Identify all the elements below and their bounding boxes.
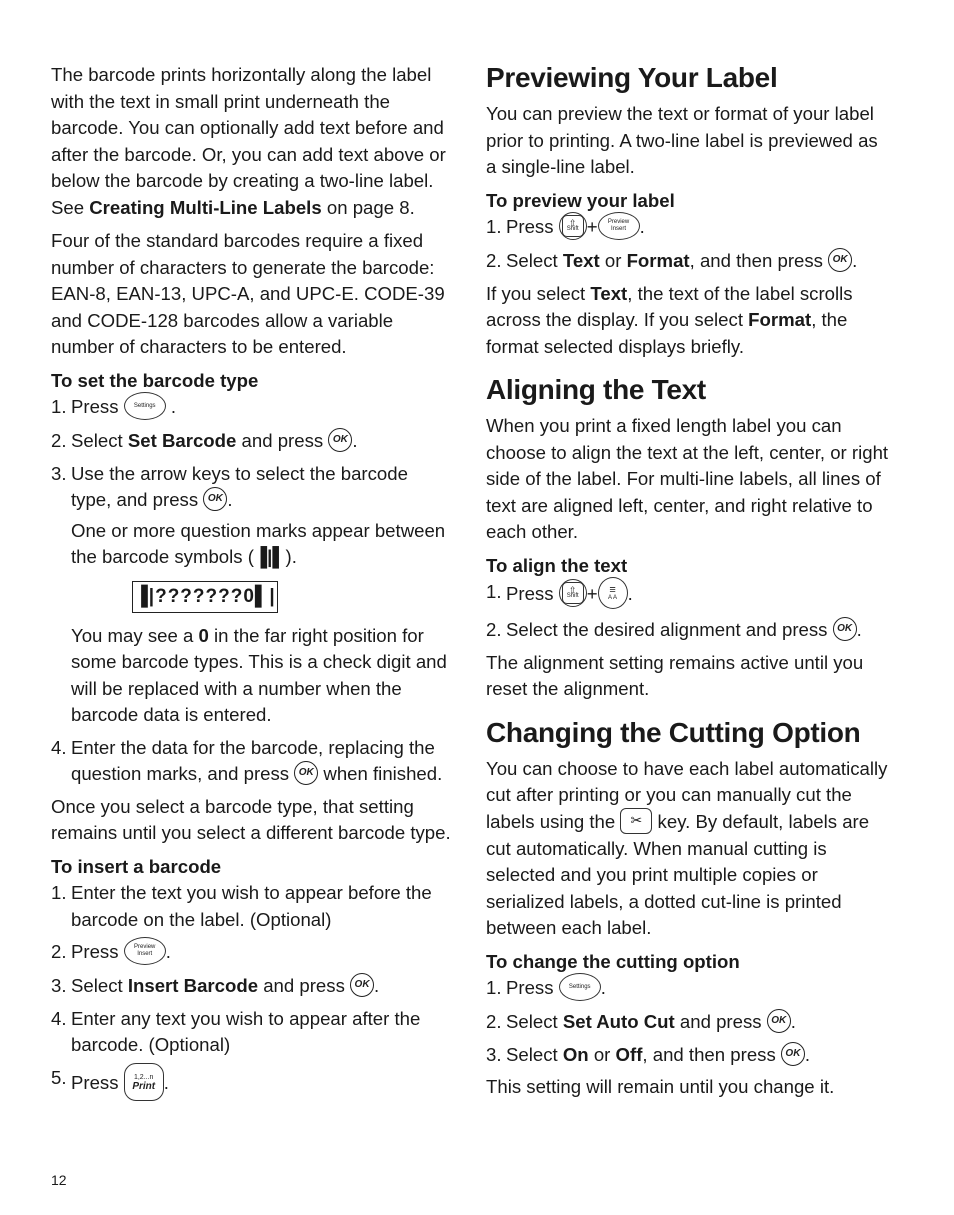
key-label: A A <box>608 595 618 602</box>
ok-key-icon <box>767 1009 791 1033</box>
cut-final-paragraph: This setting will remain until you change it. <box>486 1076 835 1098</box>
set-type-step-2 <box>51 428 451 455</box>
shift-key-icon <box>559 579 587 607</box>
step-text: and press <box>258 975 351 997</box>
key-label: Print <box>132 1080 156 1092</box>
menu-option: Format <box>626 250 690 272</box>
ok-key-icon <box>781 1042 805 1066</box>
step-number: 4. <box>51 1007 67 1029</box>
step-number: 2. <box>486 619 502 641</box>
alignment-key-icon <box>598 577 628 609</box>
punct: . <box>170 396 177 417</box>
punct: ). <box>285 546 297 568</box>
step-text: Press <box>71 941 124 963</box>
cut-heading: To change the cutting option <box>486 950 740 972</box>
after-select-paragraph: Once you select a barcode type, that setting remains until you select a different barcode type. <box>51 795 451 844</box>
preview-heading: To preview your label <box>486 189 675 211</box>
key-label: Insert <box>137 951 153 958</box>
shift-key-icon <box>559 212 587 240</box>
step-text: Enter any text you wish to appear after the barcode. (Optional) <box>71 1007 421 1056</box>
insert-step-2 <box>51 939 451 967</box>
step-number: 2. <box>51 941 67 963</box>
step-text: Press <box>71 396 124 417</box>
insert-step-3 <box>51 973 451 1000</box>
alignment-key-face <box>603 583 623 603</box>
key-label: Insert <box>611 226 627 233</box>
key-label: 1,2...n <box>133 1073 154 1081</box>
menu-option: Insert Barcode <box>127 975 259 997</box>
step-text: Select <box>71 430 128 452</box>
step-note <box>71 518 451 571</box>
step-text: Select the desired alignment and press <box>506 619 833 641</box>
cut-step-3 <box>486 1042 890 1069</box>
menu-option: Text <box>562 250 600 272</box>
step-text: Press <box>506 216 559 237</box>
step-text: or <box>588 1043 616 1065</box>
left-column <box>51 62 451 1109</box>
step-text: Press <box>71 1071 124 1093</box>
step-number: 4. <box>51 736 67 758</box>
step-text: Press <box>506 583 559 604</box>
step-text: Select <box>506 1011 563 1033</box>
step-text: Enter the data for the barcode, replacing the question marks, and press <box>71 736 435 785</box>
punct: . <box>374 975 380 997</box>
preview-insert-key-icon <box>124 937 166 965</box>
step-text: Enter the text you wish to appear before the barcode on the label. (Optional) <box>71 882 432 930</box>
preview-step-2 <box>486 248 890 275</box>
step-number: 1. <box>486 581 502 603</box>
text: , the text of the label scrolls across the display. If you select <box>486 282 853 331</box>
page-number: 12 <box>51 1172 67 1188</box>
step-number: 3. <box>51 462 67 484</box>
key-label: OK <box>332 433 348 445</box>
plus-sign: + <box>586 583 598 604</box>
settings-key-icon <box>559 973 601 1001</box>
key-label: OK <box>832 253 848 265</box>
menu-option: Off <box>615 1043 643 1065</box>
key-label: OK <box>354 979 370 991</box>
punct: . <box>352 430 358 452</box>
preview-paragraph-2 <box>486 281 890 361</box>
align-paragraph: When you print a fixed length label you can choose to align the text at the left, center, or right side of the label. For multi-line labels, all lines of text are aligned left, center, and right relative to each other. <box>486 415 889 543</box>
set-barcode-type-heading: To set the barcode type <box>51 369 259 391</box>
step-text: , and then press <box>689 250 829 272</box>
key-label: Preview <box>134 944 156 951</box>
key-label: Settings <box>133 402 156 409</box>
punct: . <box>600 977 606 999</box>
ok-key-icon <box>328 428 352 452</box>
shift-key-face: ⇧ Shift <box>562 582 584 604</box>
plus-sign: + <box>586 216 598 237</box>
step-number: 3. <box>51 975 67 997</box>
punct: . <box>804 1043 811 1065</box>
ok-key-icon <box>828 248 852 272</box>
punct: . <box>790 1011 796 1033</box>
step-text: Select <box>71 975 128 997</box>
step-text: and press <box>236 430 329 452</box>
intro-text-end: on page 8. <box>321 196 415 218</box>
check-digit: 0 <box>198 624 209 646</box>
cross-reference: Creating Multi-Line Labels <box>89 196 322 218</box>
cutting-section-title: Changing the Cutting Option <box>486 716 861 748</box>
align-heading: To align the text <box>486 554 628 576</box>
insert-step-1 <box>51 880 451 933</box>
text: You can choose to have each label automatically cut after printing or you can manually cut the labels using the <box>486 757 888 832</box>
intro-text: The barcode prints horizontally along the label with the text in small print underneath the barcode. You can optionally add text before and after the barcode. Or, you can add text above or below the barcode by creating a two-line label. See <box>51 64 446 218</box>
key-label: OK <box>298 766 314 778</box>
step-text: Select <box>506 250 563 272</box>
menu-option: Set Auto Cut <box>562 1011 675 1033</box>
menu-option: On <box>562 1043 589 1065</box>
punct: . <box>856 619 862 641</box>
set-type-step-3-note <box>51 623 451 729</box>
note-text: One or more question marks appear between the barcode symbols ( <box>71 519 446 568</box>
set-type-step-1 <box>51 394 451 422</box>
settings-key-icon <box>124 392 166 420</box>
note-text: You may see a <box>71 624 199 646</box>
insert-step-4 <box>51 1006 451 1059</box>
preview-insert-key-icon <box>598 212 640 240</box>
intro-paragraph-1 <box>51 62 451 221</box>
print-key-icon <box>124 1063 164 1101</box>
menu-option: Set Barcode <box>127 430 237 452</box>
intro-paragraph-2: Four of the standard barcodes require a fixed number of characters to generate the barcode: EAN-8, EAN-13, UPC-A, and UPC-E. CODE-39 and CODE-128 barcodes allow a variable number of characters to be entered. <box>51 230 445 357</box>
ok-key-icon <box>203 487 227 511</box>
align-step-1 <box>486 579 890 611</box>
step-number: 2. <box>486 1011 502 1033</box>
key-label: OK <box>207 492 223 504</box>
key-label: OK <box>771 1015 787 1027</box>
insert-barcode-heading: To insert a barcode <box>51 855 222 877</box>
step-text: when finished. <box>318 763 443 785</box>
step-number: 1. <box>486 216 502 237</box>
insert-step-5 <box>51 1065 451 1103</box>
step-text: Press <box>506 977 559 999</box>
barcode-display-preview: ▐|???????0▌| <box>132 581 278 613</box>
barcode-symbol-icon: ▐|▌ <box>253 546 286 568</box>
punct: . <box>627 583 633 604</box>
cut-paragraph <box>486 756 890 942</box>
step-number: 1. <box>486 977 502 999</box>
punct: . <box>165 941 171 963</box>
step-number: 3. <box>486 1043 502 1065</box>
key-label: Shift <box>566 593 579 600</box>
punct: . <box>227 489 233 511</box>
menu-option: Text <box>590 282 628 304</box>
step-number: 2. <box>486 250 502 272</box>
key-label: Shift <box>566 226 579 233</box>
ok-key-icon <box>350 973 374 997</box>
punct: . <box>639 216 645 237</box>
preview-paragraph: You can preview the text or format of your label prior to printing. A two-line label is previewed as a single-line label. <box>486 103 878 177</box>
step-number: 5. <box>51 1066 67 1088</box>
key-label: Preview <box>607 219 630 226</box>
menu-option: Format <box>748 309 812 331</box>
previewing-section-title: Previewing Your Label <box>486 62 778 93</box>
right-column <box>486 62 890 1108</box>
step-text: Select <box>506 1043 563 1065</box>
step-text: and press <box>674 1011 767 1033</box>
punct: . <box>163 1071 169 1093</box>
cut-step-2 <box>486 1009 890 1036</box>
align-glyph: ≡ <box>609 584 616 597</box>
key-label: OK <box>785 1047 801 1059</box>
note-text: in the far right position for some barcode types. This is a check digit and will be replaced with a number when the barcode data is entered. <box>71 624 447 726</box>
step-number: 2. <box>51 430 67 452</box>
align-paragraph-2: The alignment setting remains active until you reset the alignment. <box>486 651 864 700</box>
step-number: 1. <box>51 882 67 904</box>
punct: . <box>852 250 858 272</box>
cut-step-1 <box>486 975 890 1003</box>
key-label: Settings <box>568 983 591 990</box>
shift-key-face: ⇧ Shift <box>562 215 584 237</box>
step-text: Use the arrow keys to select the barcode type, and press <box>71 462 408 511</box>
ok-key-icon <box>294 761 318 785</box>
step-number: 1. <box>51 396 67 417</box>
preview-step-1 <box>486 214 890 242</box>
set-type-step-3 <box>51 461 451 571</box>
text: , the format selected displays briefly. <box>486 309 848 357</box>
step-text: or <box>599 250 627 272</box>
scissors-glyph: ✂ <box>630 812 643 829</box>
ok-key-icon <box>833 617 857 641</box>
aligning-section-title: Aligning the Text <box>486 374 706 406</box>
set-type-step-4 <box>51 735 451 788</box>
align-step-2 <box>486 617 890 644</box>
text: key. By default, labels are cut automatically. When manual cutting is selected and you print multiple copies or serialized labels, a dotted cut-line is printed between each label. <box>486 810 870 939</box>
scissors-key-icon <box>620 808 652 834</box>
key-label: OK <box>837 622 853 634</box>
step-text: , and then press <box>642 1043 781 1065</box>
text: If you select <box>486 282 591 304</box>
